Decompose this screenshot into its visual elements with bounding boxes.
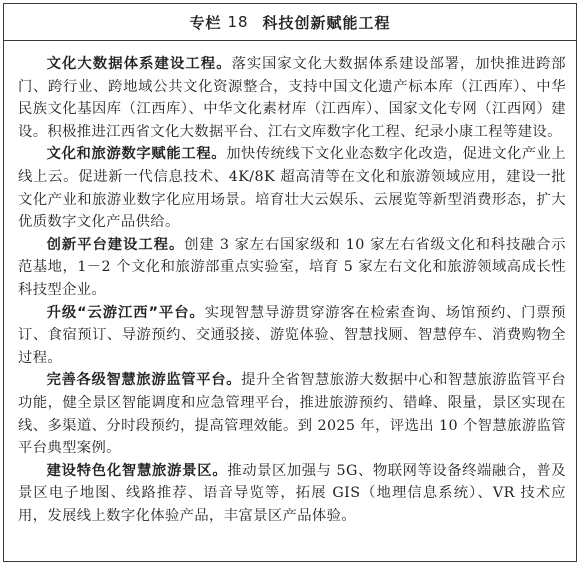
paragraph-body: 推动景区加强与 5G、物联网等设备终端融合，普及景区电子地图、线路推荐、语音导览等，拓展 GIS（地理信息系统）、VR 技术应用，发展线上数字化体验产品，丰富景区产品体验。: [18, 462, 566, 524]
paragraph-digital-empowerment: [18, 143, 566, 233]
paragraph-cloud-tour-jiangxi: [18, 302, 566, 370]
paragraph-lead: 创新平台建设工程。: [46, 236, 185, 253]
paragraph-body: 落实国家文化大数据体系建设部署，加快推进跨部门、跨行业、跨地域公共文化资源整合，支持中国文化遗产标本库（江西库）、中华民族文化基因库（江西库）、中华文化素材库（江西库）、国家文化专网（江西网）建设。积极推进江西省文化大数据平台、江右文库数字化工程、纪录小康工程等建设。: [18, 56, 566, 140]
paragraph-smart-scenic-areas: [18, 460, 566, 528]
paragraph-lead: 文化和旅游数字赋能工程。: [46, 146, 227, 163]
paragraph-lead: 文化大数据体系建设工程。: [46, 56, 232, 72]
paragraph-lead: 升级“云游江西”平台。: [46, 304, 205, 321]
paragraph-body: 加快传统线下文化业态数字化改造，促进文化产业上线上云。促进新一代信息技术、4K/8K 超高清等在文化和旅游领域应用，建设一批文化产业和旅游业数字化应用场景。培育壮大云娱乐、云展览等新型消费形态，扩大优质数字文化产品供给。: [18, 146, 566, 231]
column-content: [4, 41, 576, 527]
paragraph-cultural-big-data: [18, 53, 566, 143]
paragraph-smart-tourism-regulation: [18, 369, 566, 459]
column-box: [3, 3, 577, 562]
paragraph-lead: 完善各级智慧旅游监管平台。: [46, 372, 242, 389]
paragraph-body: 创建 3 家左右国家级和 10 家左右省级文化和科技融合示范基地，1－2 个文化和旅游部重点实验室，培育 5 家左右文化和旅游领域高成长性科技型企业。: [18, 236, 566, 298]
paragraph-body: 实现智慧导游贯穿游客在检索查询、场馆预约、门票预订、食宿预订、导游预约、交通驳接、游览体验、智慧找厕、智慧停车、消费购物全过程。: [18, 304, 566, 366]
column-label: 专栏: [189, 13, 222, 32]
paragraph-innovation-platform: [18, 234, 566, 302]
paragraph-lead: 建设特色化智慧旅游景区。: [46, 462, 228, 479]
column-header: [4, 4, 576, 41]
column-title: 科技创新赋能工程: [262, 13, 391, 32]
column-number: 18: [227, 13, 249, 31]
paragraph-body: 提升全省智慧旅游大数据中心和智慧旅游监管平台功能，健全景区智能调度和应急管理平台，推进旅游预约、错峰、限量，景区实现在线、多渠道、分时段预约，提高管理效能。到 2025 年，评选出 10 个智慧旅游监管平台典型案例。: [18, 372, 566, 457]
